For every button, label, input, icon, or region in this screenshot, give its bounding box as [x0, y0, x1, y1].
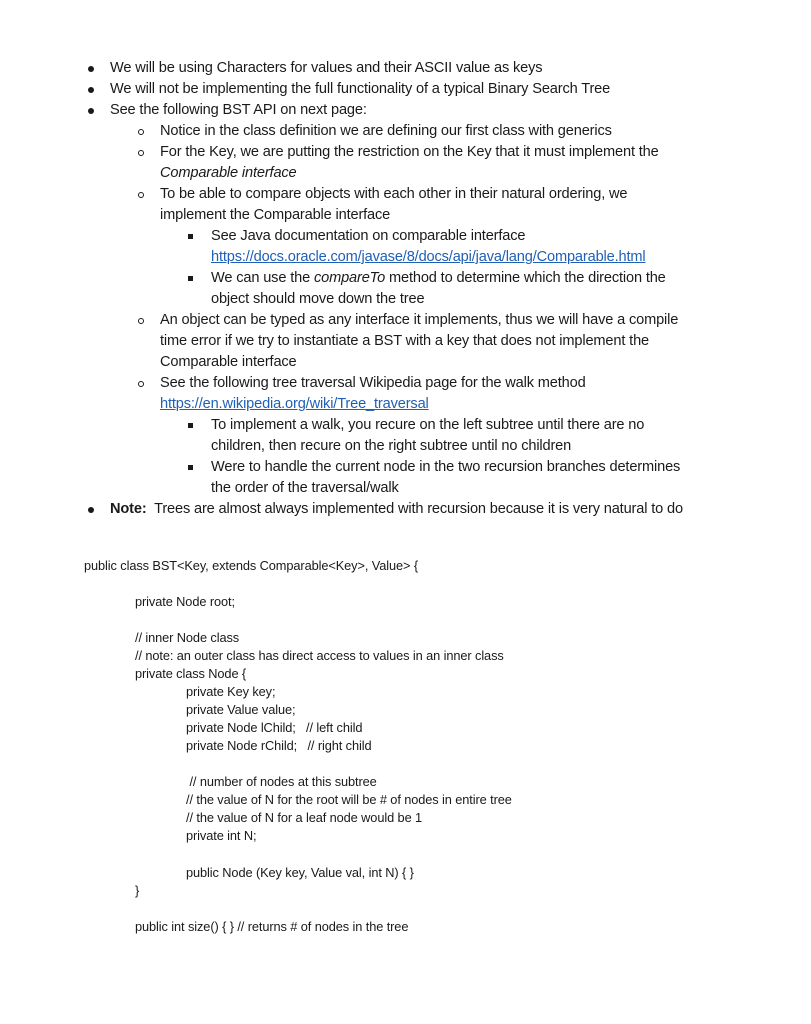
code-line: private Node root;	[135, 594, 235, 609]
note-body: Trees are almost always implemented with recursion because it is very natural to do	[146, 501, 683, 517]
bullet-circle	[138, 192, 144, 198]
code-line: private class Node {	[135, 666, 247, 681]
bullet-text: We will be using Characters for values and their ASCII value as keys	[110, 60, 543, 76]
tree-traversal-link[interactable]: https://en.wikipedia.org/wiki/Tree_traversal	[160, 396, 429, 412]
code-line: private Value value;	[186, 702, 296, 717]
bullet-text: We will not be implementing the full functionality of a typical Binary Search Tree	[110, 81, 611, 97]
bullet-square	[188, 234, 193, 239]
sub-sub-bullet-text	[211, 268, 666, 289]
compareto-emphasis: compareTo	[313, 270, 386, 286]
sub-sub-bullet-text: children, then recure on the right subtree until no children	[211, 438, 572, 454]
bullet-text: See the following BST API on next page:	[110, 102, 367, 118]
bullet-square	[188, 276, 193, 281]
bullet-circle	[138, 318, 144, 324]
sub-bullet-text: Notice in the class definition we are defining our first class with generics	[160, 123, 612, 139]
sub-bullet-text: Comparable interface	[160, 354, 297, 370]
note-label: Note:	[110, 501, 147, 517]
note-text	[110, 499, 683, 520]
sub-sub-bullet-text: To implement a walk, you recure on the left subtree until there are no	[211, 417, 645, 433]
bullet-circle	[138, 381, 144, 387]
code-line: public Node (Key key, Value val, int N) { }	[186, 865, 414, 880]
sub-bullet-text: To be able to compare objects with each other in their natural ordering, we	[160, 186, 628, 202]
sub-bullet-text: time error if we try to instantiate a BST with a key that does not implement the	[160, 333, 650, 349]
sub-bullet-text: implement the Comparable interface	[160, 207, 391, 223]
bullet-dot	[88, 66, 94, 72]
bullet-square	[188, 423, 193, 428]
text-run: method to determine which the direction the	[385, 270, 666, 286]
sub-sub-bullet-text: the order of the traversal/walk	[211, 480, 399, 496]
bullet-square	[188, 465, 193, 470]
bullet-circle	[138, 129, 144, 135]
code-line: private Node rChild; // right child	[186, 738, 372, 753]
bullet-dot	[88, 507, 94, 513]
bullet-dot	[88, 108, 94, 114]
code-comment: // the value of N for a leaf node would be 1	[186, 810, 423, 825]
code-line: private int N;	[186, 828, 257, 843]
code-line: private Key key;	[186, 684, 276, 699]
sub-bullet-text: For the Key, we are putting the restriction on the Key that it must implement the	[160, 144, 659, 160]
bullet-dot	[88, 87, 94, 93]
code-comment: // the value of N for the root will be # of nodes in entire tree	[186, 792, 512, 807]
code-comment: // inner Node class	[135, 630, 240, 645]
sub-sub-bullet-text: Were to handle the current node in the two recursion branches determines	[211, 459, 681, 475]
code-line: public int size() { } // returns # of nodes in the tree	[135, 919, 409, 934]
code-comment: // number of nodes at this subtree	[186, 774, 377, 789]
bullet-circle	[138, 150, 144, 156]
sub-bullet-text: Comparable interface	[160, 165, 297, 181]
code-line: public class BST<Key, extends Comparable<Key>, Value> {	[84, 558, 419, 573]
sub-bullet-text: An object can be typed as any interface it implements, thus we will have a compile	[160, 312, 679, 328]
text-run: We can use the	[211, 270, 314, 286]
code-comment: // note: an outer class has direct access to values in an inner class	[135, 648, 504, 663]
code-line: }	[135, 883, 140, 898]
comparable-docs-link[interactable]: https://docs.oracle.com/javase/8/docs/api/java/lang/Comparable.html	[211, 249, 646, 265]
code-line: private Node lChild; // left child	[186, 720, 363, 735]
sub-sub-bullet-text: See Java documentation on comparable interface	[211, 228, 526, 244]
sub-sub-bullet-text: object should move down the tree	[211, 291, 425, 307]
sub-bullet-text: See the following tree traversal Wikipedia page for the walk method	[160, 375, 586, 391]
